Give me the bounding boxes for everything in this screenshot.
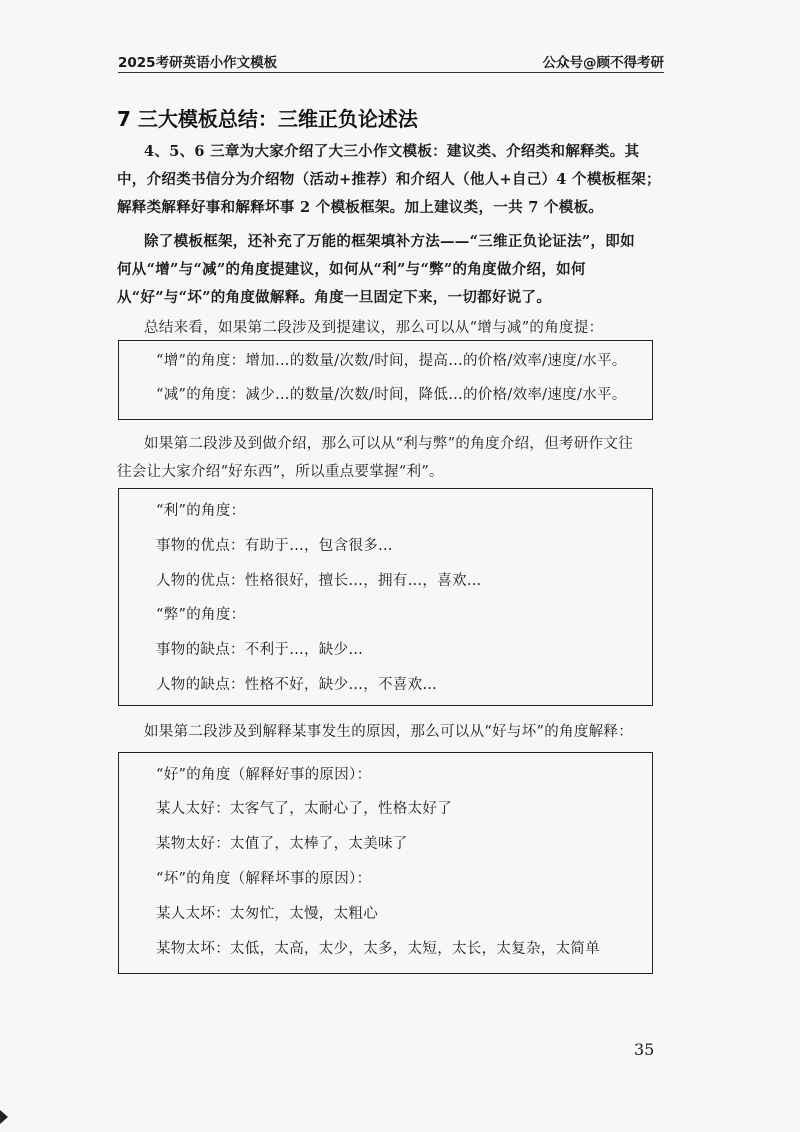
introduce-line: 如果第二段涉及到做介绍，那么可以从“利与弊”的角度介绍，但考研作文往	[144, 436, 634, 452]
box-line: 人物的缺点：性格不好，缺少…，不喜欢…	[156, 677, 438, 693]
page-marker-icon	[0, 1110, 8, 1124]
method-line: 除了模板框架，还补充了万能的框架填补方法——“三维正负论证法”，即如	[144, 233, 635, 250]
good-bad-box	[118, 752, 653, 974]
page-header	[118, 48, 664, 73]
intro-line: 中，介绍类书信分为介绍物（活动+推荐）和介绍人（他人+自己）4 个模板框架；	[117, 171, 661, 188]
box-line: 某人太坏：太匆忙，太慢，太粗心	[156, 906, 378, 922]
intro-line: 4、5、6 三章为大家介绍了大三小作文模板：建议类、介绍类和解释类。其	[144, 143, 640, 160]
box-line: “减”的角度：减少…的数量/次数/时间，降低…的价格/效率/速度/水平。	[156, 387, 627, 403]
box-line: 事物的缺点：不利于…，缺少…	[156, 642, 364, 658]
suggestion-intro-line: 总结来看，如果第二段涉及到提建议，那么可以从“增与减”的角度提：	[144, 320, 604, 336]
box-line: “利”的角度：	[156, 503, 246, 519]
box-line: “弊”的角度：	[156, 607, 246, 623]
section-title: 7 三大模板总结：三维正负论述法	[117, 107, 418, 131]
header-book-title: 2025考研英语小作文模板	[118, 55, 278, 71]
box-line: 某人太好：太客气了，太耐心了，性格太好了	[156, 801, 452, 817]
increase-decrease-box	[118, 340, 653, 420]
box-line: “增”的角度：增加…的数量/次数/时间，提高…的价格/效率/速度/水平。	[156, 353, 627, 369]
method-paragraph	[117, 228, 663, 312]
box-line: 人物的优点：性格很好，擅长…，拥有…，喜欢…	[156, 573, 482, 589]
header-account-name: 公众号@顾不得考研	[542, 55, 664, 71]
intro-line: 解释类解释好事和解释坏事 2 个模板框架。加上建议类，一共 7 个模板。	[117, 199, 604, 216]
pros-cons-box	[118, 488, 653, 706]
page-number: 35	[634, 1040, 655, 1059]
box-line: “坏”的角度（解释坏事的原因）：	[156, 871, 372, 887]
intro-paragraph	[117, 138, 663, 222]
box-line: 某物太好：太值了，太棒了，太美味了	[156, 836, 408, 852]
suggestion-intro	[117, 314, 663, 342]
box-line: 事物的优点：有助于…，包含很多…	[156, 538, 393, 554]
explain-intro-line: 如果第二段涉及到解释某事发生的原因，那么可以从“好与坏”的角度解释：	[144, 724, 634, 740]
introduce-line: 往会让大家介绍“好东西”，所以重点要掌握“利”。	[117, 464, 444, 480]
box-line: 某物太坏：太低，太高，太少，太多，太短，太长，太复杂，太简单	[156, 941, 600, 957]
explain-intro	[117, 718, 663, 746]
introduce-paragraph	[117, 430, 663, 486]
method-line: 何从“增”与“减”的角度提建议，如何从“利”与“弊”的角度做介绍，如何	[117, 261, 586, 278]
box-line: “好”的角度（解释好事的原因）：	[156, 767, 372, 783]
method-line: 从“好”与“坏”的角度做解释。角度一旦固定下来，一切都好说了。	[117, 289, 552, 306]
